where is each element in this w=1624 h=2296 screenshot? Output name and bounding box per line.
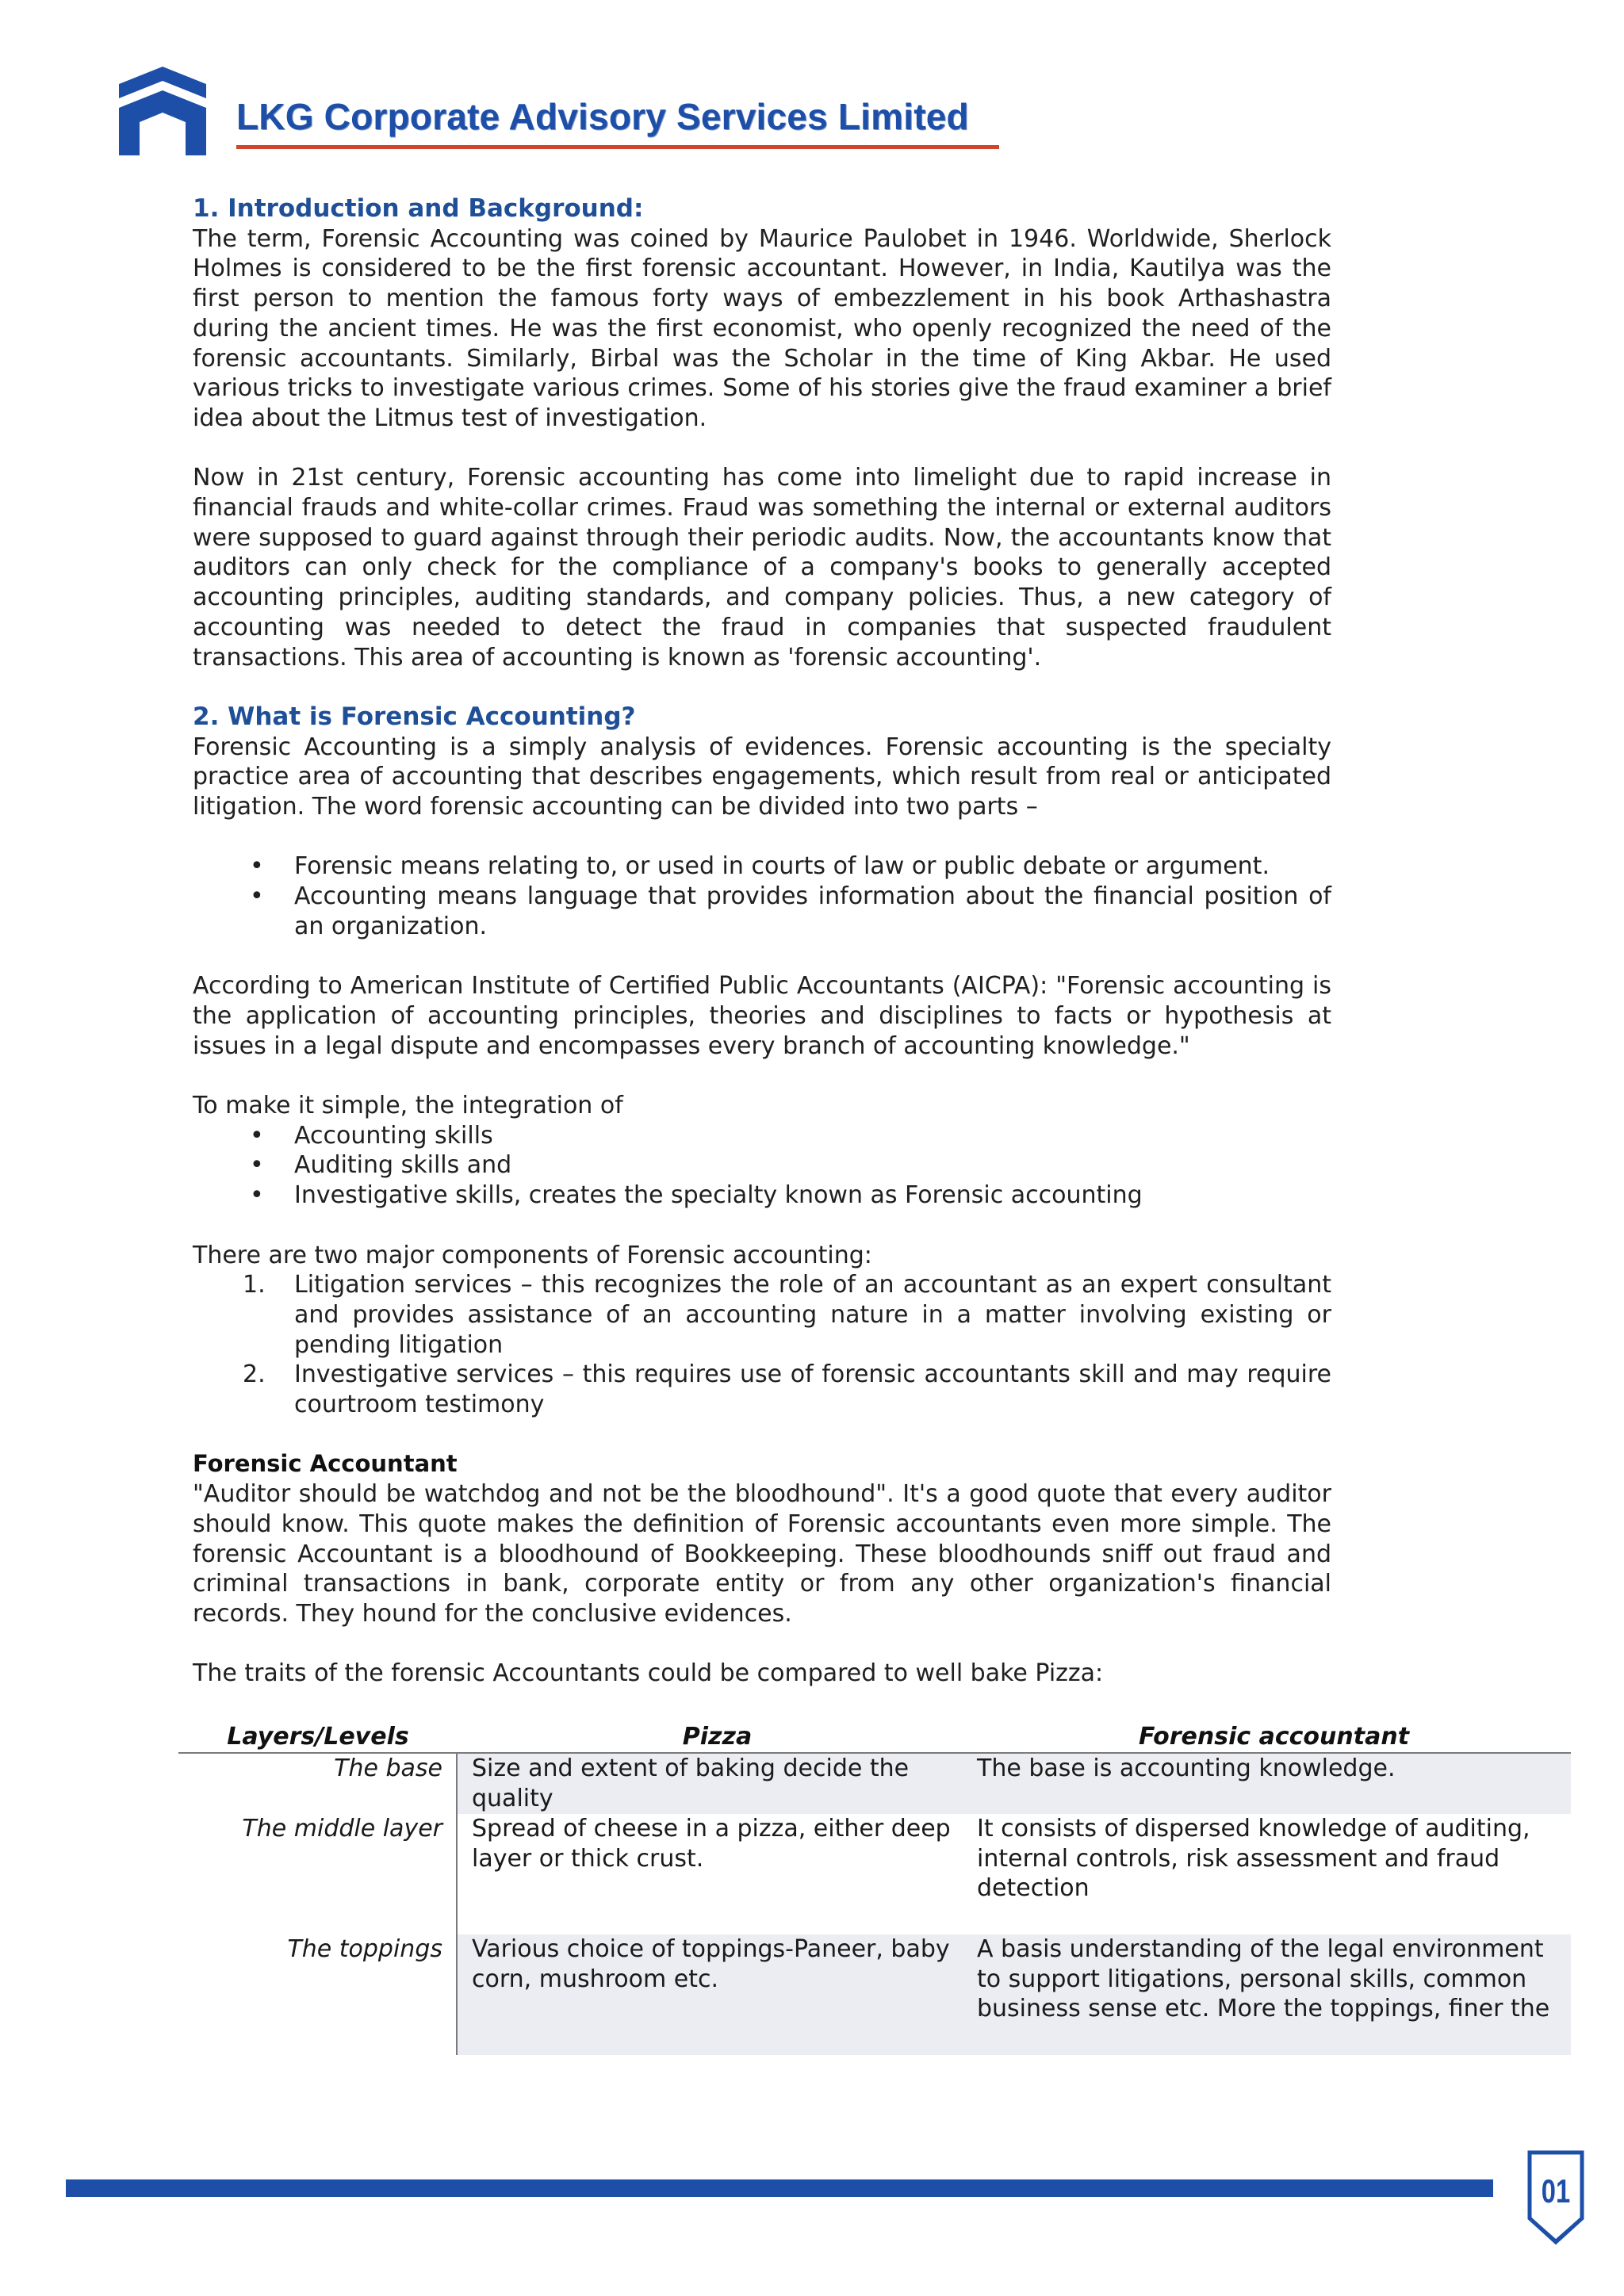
list-item: • Forensic means relating to, or used in courts of law or public debate or argument. [250,852,1270,881]
page-number: 01 [1541,2172,1571,2210]
paragraph: The traits of the forensic Accountants could be compared to well bake Pizza: [193,1659,1104,1688]
company-logo-icon [119,67,206,155]
document-body [193,194,1331,1689]
table-row [178,1814,1571,1934]
company-name: LKG Corporate Advisory Services Limited [236,96,969,137]
section-heading-forensic-accountant: Forensic Accountant [193,1450,458,1478]
table-cell: Spread of cheese in a pizza, either deep layer or thick crust. [472,1815,951,1873]
bullet-icon: • [250,1181,264,1210]
header-divider [236,145,999,149]
section-heading-introduction: 1. Introduction and Background: [193,194,644,223]
table-cell: Various choice of toppings-Paneer, baby corn, mushroom etc. [458,1934,977,2055]
paragraph: To make it simple, the integration of [193,1092,623,1120]
table-cell: The base is accounting knowledge. [977,1754,1571,1814]
numbered-list-components [193,1270,1331,1420]
column-header: Pizza [682,1723,753,1751]
bullet-icon: • [250,882,264,911]
list-item: • Investigative skills, creates the specialty known as Forensic accounting [250,1181,1143,1210]
paragraph: Now in 21st century, Forensic accounting has come into limelight due to rapid increase in financial frauds and white-collar crimes. Fraud was something the internal or external auditors were supposed to guard against through their periodic audits. Now, the accountants know that auditors can only check for the compliance of a company's books to generally accepted accounting principles, auditing standards, and company policies. Thus, a new category of accounting was needed to detect the fraud in companies that suspected fraudulent transactions. This area of accounting is known as 'forensic accounting'. [193,464,1331,672]
table-cell: The base [178,1754,458,1814]
footer-bar [66,2179,1493,2197]
bullet-icon: • [250,1151,264,1180]
bullet-list-skills [193,1121,1331,1211]
column-header: Layers/Levels [227,1723,409,1751]
paragraph: The term, Forensic Accounting was coined by Maurice Paulobet in 1946. Worldwide, Sherlock Holmes is considered to be the first forensic accountant. However, in India, Kautilya was the first person to mention the famous forty ways of embezzlement in his book Arthashastra during the ancient times. He was the first economist, who openly recognized the need of the forensic accountants. Similarly, Birbal was the Scholar in the time of King Akbar. He used various tricks to investigate various crimes. Some of his stories give the fraud examiner a brief idea about the Litmus test of investigation. [193,224,1331,432]
list-item: • Accounting skills [250,1121,493,1150]
paragraph: There are two major components of Forensic accounting: [193,1241,872,1269]
table-header [178,1722,1571,1754]
list-item: • Accounting means language that provides information about the financial position of an organization. [250,882,1331,940]
table-cell: The toppings [178,1934,458,2055]
list-item: 1. Litigation services – this recognizes the role of an accountant as an expert consultant and provides assistance of an accounting nature in a matter involving existing or pending litigation [243,1271,1331,1359]
table-cell: Size and extent of baking decide the quality [458,1754,977,1814]
paragraph: According to American Institute of Certified Public Accountants (AICPA): "Forensic accounting is the application of accounting principles, theories and disciplines to facts or hypothesis at issues in a legal dispute and encompasses every branch of accounting knowledge." [193,972,1331,1060]
paragraph: Forensic Accounting is a simply analysis of evidences. Forensic accounting is the specialty practice area of accounting that describes engagements, which result from real or anticipated litigation. The word forensic accounting can be divided into two parts – [193,733,1331,821]
table-cell: It consists of dispersed knowledge of auditing, internal controls, risk assessment and fraud detection [977,1815,1530,1903]
bullet-icon: • [250,1121,264,1150]
table-cell: The middle layer [178,1814,458,1934]
table-row [178,1754,1571,1814]
column-header: Forensic accountant [1138,1723,1410,1751]
section-heading-what-is: 2. What is Forensic Accounting? [193,702,636,731]
list-item: 2. Investigative services – this requires use of forensic accountants skill and may require courtroom testimony [243,1360,1331,1419]
paragraph: "Auditor should be watchdog and not be the bloodhound". It's a good quote that every auditor should know. This quote makes the definition of Forensic accountants even more simple. The forensic Accountant is a bloodhound of Bookkeeping. These bloodhounds sniff out fraud and criminal transactions in bank, corporate entity or from any other organization's financial records. They hound for the conclusive evidences. [193,1480,1331,1628]
list-item: • Auditing skills and [250,1151,512,1180]
bullet-list-parts [193,851,1331,941]
table-cell: A basis understanding of the legal environment to support litigations, personal skills, common business sense etc. More the toppings, finer the [977,1934,1571,2055]
bullet-icon: • [250,852,264,881]
pizza-traits-table [178,1722,1571,2055]
table-row [178,1934,1571,2055]
